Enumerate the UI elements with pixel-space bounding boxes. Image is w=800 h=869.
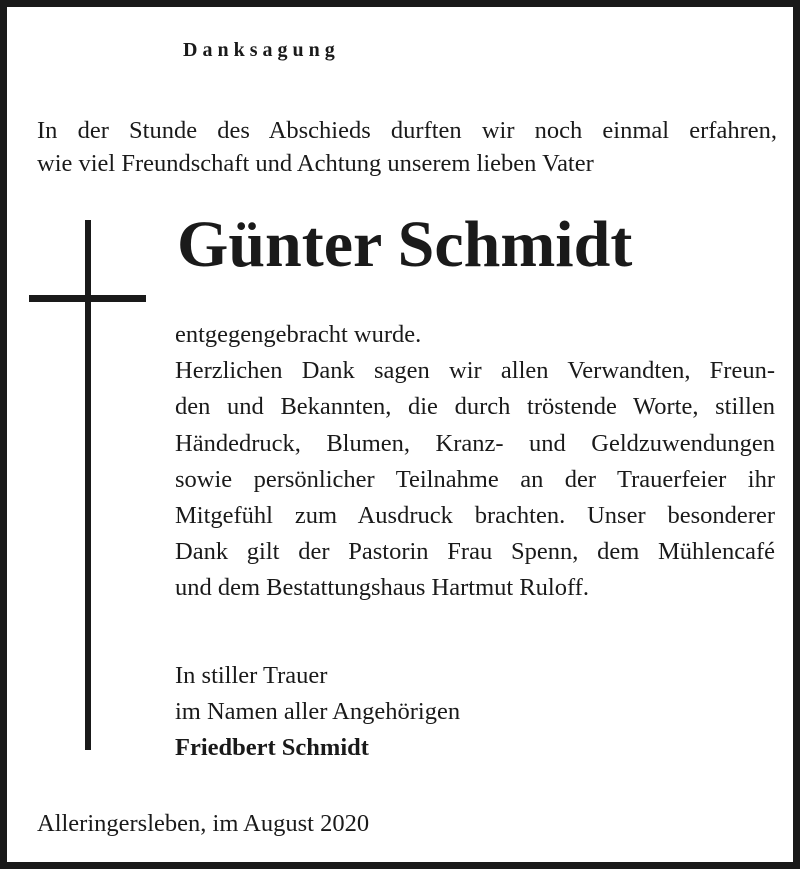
- closing-line: im Namen aller Angehörigen: [175, 698, 461, 725]
- intro-line: wie viel Freundschaft und Achtung unserem lieben Vater: [37, 150, 594, 177]
- body-line: Dank gilt der Pastorin Frau Spenn, dem Mühlencafé: [175, 538, 775, 566]
- body-line: sowie persönlicher Teilnahme an der Trauerfeier ihr: [175, 465, 775, 493]
- body-line: entgegengebracht wurde.: [175, 321, 422, 348]
- closing-line: In stiller Trauer: [175, 662, 328, 689]
- closing-block: [175, 658, 460, 766]
- body-line: und dem Bestattungshaus Hartmut Ruloff.: [175, 574, 589, 602]
- heading: Danksagung: [183, 39, 340, 61]
- deceased-name: Günter Schmidt: [177, 208, 633, 281]
- cross-horizontal-bar: [29, 295, 146, 302]
- intro-line: In der Stunde des Abschieds durften wir noch einmal erfahren,: [37, 117, 777, 144]
- body-line: Herzlichen Dank sagen wir allen Verwandten, Freun-: [175, 357, 775, 385]
- body-line: den und Bekannten, die durch tröstende Worte, stillen: [175, 393, 775, 421]
- place-date: Alleringersleben, im August 2020: [37, 810, 370, 837]
- body-text: [175, 317, 775, 607]
- signer-name: Friedbert Schmidt: [175, 734, 369, 761]
- body-line: Mitgefühl zum Ausdruck brachten. Unser besonderer: [175, 502, 775, 530]
- intro-text: [37, 114, 777, 180]
- body-line: Händedruck, Blumen, Kranz- und Geldzuwendungen: [175, 429, 775, 457]
